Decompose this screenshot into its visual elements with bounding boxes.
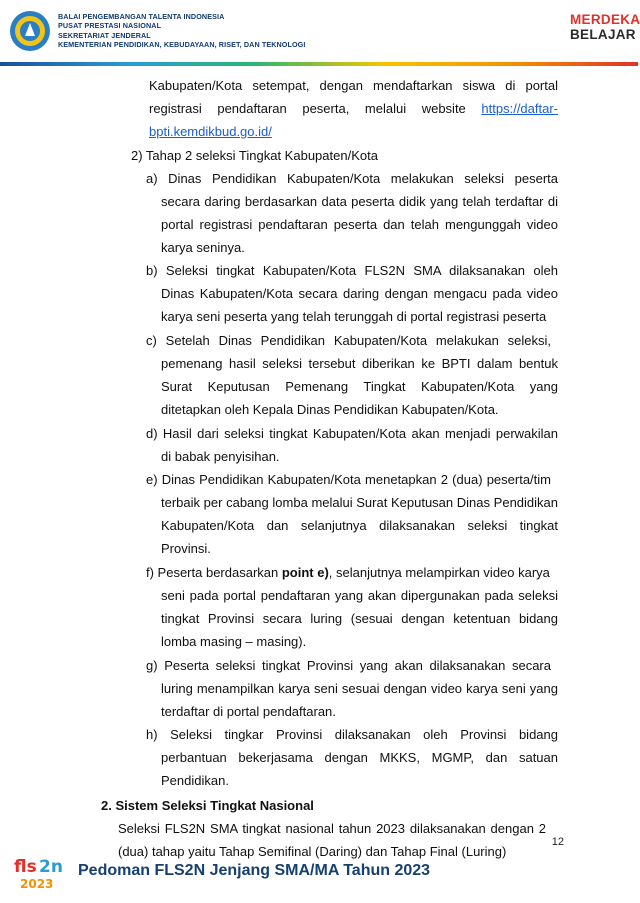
body-line: Surat Keputusan Pemenang Tingkat Kabupaten/Kota yang (161, 379, 558, 394)
body-line: Kabupaten/Kota setempat, dengan mendaftarkan siswa di portal (149, 78, 558, 93)
institution-line: SEKRETARIAT JENDERAL (58, 30, 151, 40)
body-line: perbantuan bekerjasama dengan MKKS, MGMP, dan satuan (161, 750, 558, 765)
list-item-c: c) Setelah Dinas Pendidikan Kabupaten/Kota melakukan seleksi, (146, 333, 551, 348)
body-line (149, 124, 272, 139)
body-line: Pendidikan. (161, 773, 229, 788)
body-line: secara daring berdasarkan data peserta didik yang telah terdaftar di (161, 194, 558, 209)
body-line: Kabupaten/Kota dan selanjutnya dilaksanakan seleksi tingkat (161, 518, 558, 533)
list-item-d: d) Hasil dari seleksi tingkat Kabupaten/Kota akan menjadi perwakilan (146, 426, 558, 441)
institution-line: BALAI PENGEMBANGAN TALENTA INDONESIA (58, 12, 225, 21)
body-text-bold: point e) (281, 565, 329, 580)
brand-line-2: BELAJAR (570, 27, 636, 42)
institution-line: KEMENTERIAN PENDIDIKAN, KEBUDAYAAN, RISET, DAN TEKNOLOGI (58, 40, 306, 50)
section-heading: 2. Sistem Seleksi Tingkat Nasional (101, 798, 314, 813)
body-line: portal registrasi pendaftaran peserta dan telah mengunggah video (161, 217, 558, 232)
body-line: karya seninya. (161, 240, 245, 255)
body-line: di babak penyisihan. (161, 449, 280, 464)
body-line: karya seni peserta yang telah terunggah di portal registrasi peserta (161, 309, 547, 324)
brand-line-1: MERDEKA (570, 12, 640, 27)
footer-title: Pedoman FLS2N Jenjang SMA/MA Tahun 2023 (78, 862, 431, 879)
body-text: registrasi pendaftaran peserta, melalui website (149, 101, 482, 116)
subheading-stage-2: 2) Tahap 2 seleksi Tingkat Kabupaten/Kota (131, 148, 378, 163)
body-line (149, 101, 558, 116)
registration-link[interactable]: bpti.kemdikbud.go.id/ (149, 124, 272, 139)
registration-link[interactable]: https://daftar- (481, 101, 558, 116)
tut-wuri-handayani-logo (8, 9, 52, 53)
list-item-a: a) Dinas Pendidikan Kabupaten/Kota melakukan seleksi peserta (146, 171, 558, 186)
list-item-e: e) Dinas Pendidikan Kabupaten/Kota menetapkan 2 (dua) peserta/tim (146, 472, 551, 487)
body-line: (dua) tahap yaitu Tahap Semifinal (Daring) dan Tahap Final (Luring) (118, 844, 507, 859)
svg-text:2023: 2023 (20, 877, 54, 891)
body-text: , selanjutnya melampirkan video karya (328, 565, 550, 580)
body-line: Seleksi FLS2N SMA tingkat nasional tahun 2023 dilaksanakan dengan 2 (118, 821, 546, 836)
institution-line: PUSAT PRESTASI NASIONAL (58, 21, 162, 31)
page-number: 12 (551, 836, 564, 848)
list-item-g: g) Peserta seleksi tingkat Provinsi yang akan dilaksanakan secara (146, 658, 551, 673)
institution-name (58, 12, 305, 50)
body-line: terdaftar di portal pendaftaran. (161, 704, 336, 719)
svg-text:2n: 2n (39, 857, 63, 877)
list-item-b: b) Seleksi tingkat Kabupaten/Kota FLS2N SMA dilaksanakan oleh (146, 263, 558, 278)
body-line: terbaik per cabang lomba melalui Surat Keputusan Dinas Pendidikan (161, 495, 558, 510)
body-line: tingkat Provinsi secara luring (sesuai dengan ketentuan bidang (161, 611, 558, 626)
body-line: seni pada portal pendaftaran yang akan dipergunakan pada seleksi (161, 588, 558, 603)
list-item-f (146, 565, 550, 580)
svg-text:fls: fls (14, 857, 37, 877)
body-line: Dinas Kabupaten/Kota secara daring dengan mengacu pada video (161, 286, 558, 301)
body-line: lomba masing – masing). (161, 634, 307, 649)
body-line: pemenang hasil seleksi tersebut diberikan ke BPTI dalam bentuk (161, 356, 558, 371)
body-line: ditetapkan oleh Kepala Dinas Pendidikan Kabupaten/Kota. (161, 402, 499, 417)
body-text: f) Peserta berdasarkan (146, 565, 282, 580)
body-line: luring menampilkan karya seni sesuai dengan video karya seni yang (161, 681, 558, 696)
list-item-h: h) Seleksi tingkar Provinsi dilaksanakan oleh Provinsi bidang (146, 727, 558, 742)
fls2n-logo (12, 852, 63, 896)
body-line: Provinsi. (161, 541, 211, 556)
merdeka-belajar-logo (570, 12, 640, 42)
page-footer (0, 848, 638, 903)
header-color-stripe (0, 62, 638, 66)
page-header (0, 0, 638, 68)
